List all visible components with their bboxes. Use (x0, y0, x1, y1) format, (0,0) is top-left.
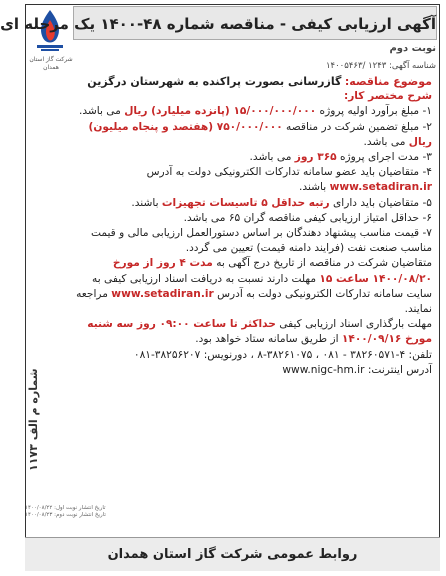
setadiran-link-2[interactable]: www.setadiran.ir (111, 287, 214, 300)
item-2 (68, 120, 432, 150)
deadline-date: مدت ۴ روز از مورخ ۱۴۰۰/۰۸/۲۰ ساعت ۱۵ (112, 257, 432, 285)
upload-deadline: حداکثر تا ساعت ۰۹:۰۰ روز سه شنبه مورخ ۱۴۰۰/۰۹/۱۶ (87, 318, 432, 346)
item-2-end: می باشد. (363, 135, 409, 148)
website-link[interactable]: www.nigc-hm.ir (282, 363, 365, 376)
publication-round: نوبت دوم (389, 43, 436, 54)
item-3 (68, 150, 432, 165)
item-5-text: ۵- متقاضیان باید دارای (329, 196, 432, 209)
item-4-end: باشند. (299, 181, 330, 194)
publication-date-1: تاریخ انتشار نوبت اول: ۱۴۰۰/۰۸/۲۲ (25, 505, 106, 511)
upload-text: مهلت بارگذاری اسناد ارزیابی کیفی (275, 318, 432, 331)
publication-date-2: تاریخ انتشار نوبت دوم: ۱۴۰۰/۰۸/۲۳ (25, 512, 106, 518)
summary-title: شرح مختصر کار: (343, 90, 432, 103)
item-6: ۶- حداقل امتیاز ارزیابی کیفی مناقصه گران ۶۵ می باشد. (183, 211, 432, 224)
item-7: ۷- قیمت مناسب پیشنهاد دهندگان بر اساس دستورالعمل ارزیابی مالی و قیمت مناسب صنعت نفت (فرایند دامنه قیمت) تعیین می گردد. (90, 227, 432, 255)
item-2-amount: ۷۵۰/۰۰۰/۰۰۰ (هفتصد و پنجاه میلیون) ریال (88, 120, 432, 148)
item-2-text: ۲- مبلغ تضمین شرکت در مناقصه (282, 120, 432, 133)
deadline-paragraph (68, 256, 432, 317)
footer-signature: روابط عمومی شرکت گاز استان همدان (25, 537, 440, 571)
notice-reference: شناسه آگهی: ۱۲۴۳ /۱۴۰۰۵۴۶۳ (325, 61, 436, 71)
item-3-days: ۳۶۵ روز (294, 151, 337, 164)
item-1-end: می باشد. (78, 105, 125, 118)
item-3-end: می باشد. (249, 151, 295, 164)
deadline-text-2: مهلت دارند نسبت به دریافت اسناد ارزیابی کیفی به سایت سامانه تدارکات الکترونیکی دولت به آدرس (92, 272, 432, 300)
item-3-text: ۳- مدت اجرای پروژه (336, 151, 432, 164)
logo-caption: شرکت گاز استان همدان (29, 56, 73, 71)
item-1-text: ۱- مبلغ برآورد اولیه پروژه (316, 105, 432, 118)
contact-line: تلفن: ۴-۳۸۲۶۰۵۷۱ - ۰۸۱ ، ۳۸۲۶۱۰۷۵-۸ ، دورنویس: ۳۸۲۵۶۲۰۷-۰۸۱ (133, 348, 432, 361)
item-5 (68, 196, 432, 211)
subject-text: گازرسانی بصورت پراکنده به شهرستان درگزین (87, 75, 342, 88)
subject-line (68, 74, 432, 89)
deadline-end: مراجعه نمایند. (76, 287, 432, 316)
subject-label: موضوع مناقصه: (344, 75, 432, 88)
item-1 (68, 104, 432, 119)
deadline-text: متقاضیان شرکت در مناقصه از تاریخ درج آگهی به (212, 257, 432, 270)
item-4 (68, 165, 432, 195)
item-4-text: ۴- متقاضیان باید عضو سامانه تدارکات الکترونیکی دولت به آدرس (146, 166, 432, 179)
setadiran-link[interactable]: www.setadiran.ir (329, 181, 432, 194)
website-label: آدرس اینترنت: (367, 363, 432, 376)
upload-end: از طریق سامانه ستاد خواهد بود. (195, 333, 342, 346)
website-line (68, 363, 432, 378)
notice-code: شماره م الف ۱۱۷۳ (27, 368, 40, 472)
item-5-end: باشند. (131, 196, 162, 209)
item-1-amount: ۱۵/۰۰۰/۰۰۰/۰۰۰ (پانزده میلیارد) ریال (124, 105, 317, 118)
notice-body (68, 74, 432, 378)
upload-paragraph (68, 317, 432, 347)
publication-dates (25, 505, 185, 519)
summary-title-line (68, 89, 432, 104)
notice-title: آگهی ارزیابی کیفی - مناقصه شماره ۴۸-۱۴۰۰ یک مرحله ای (73, 6, 437, 40)
item-5-rank: رتبه حداقل ۵ تاسیسات تجهیزات (161, 196, 330, 209)
